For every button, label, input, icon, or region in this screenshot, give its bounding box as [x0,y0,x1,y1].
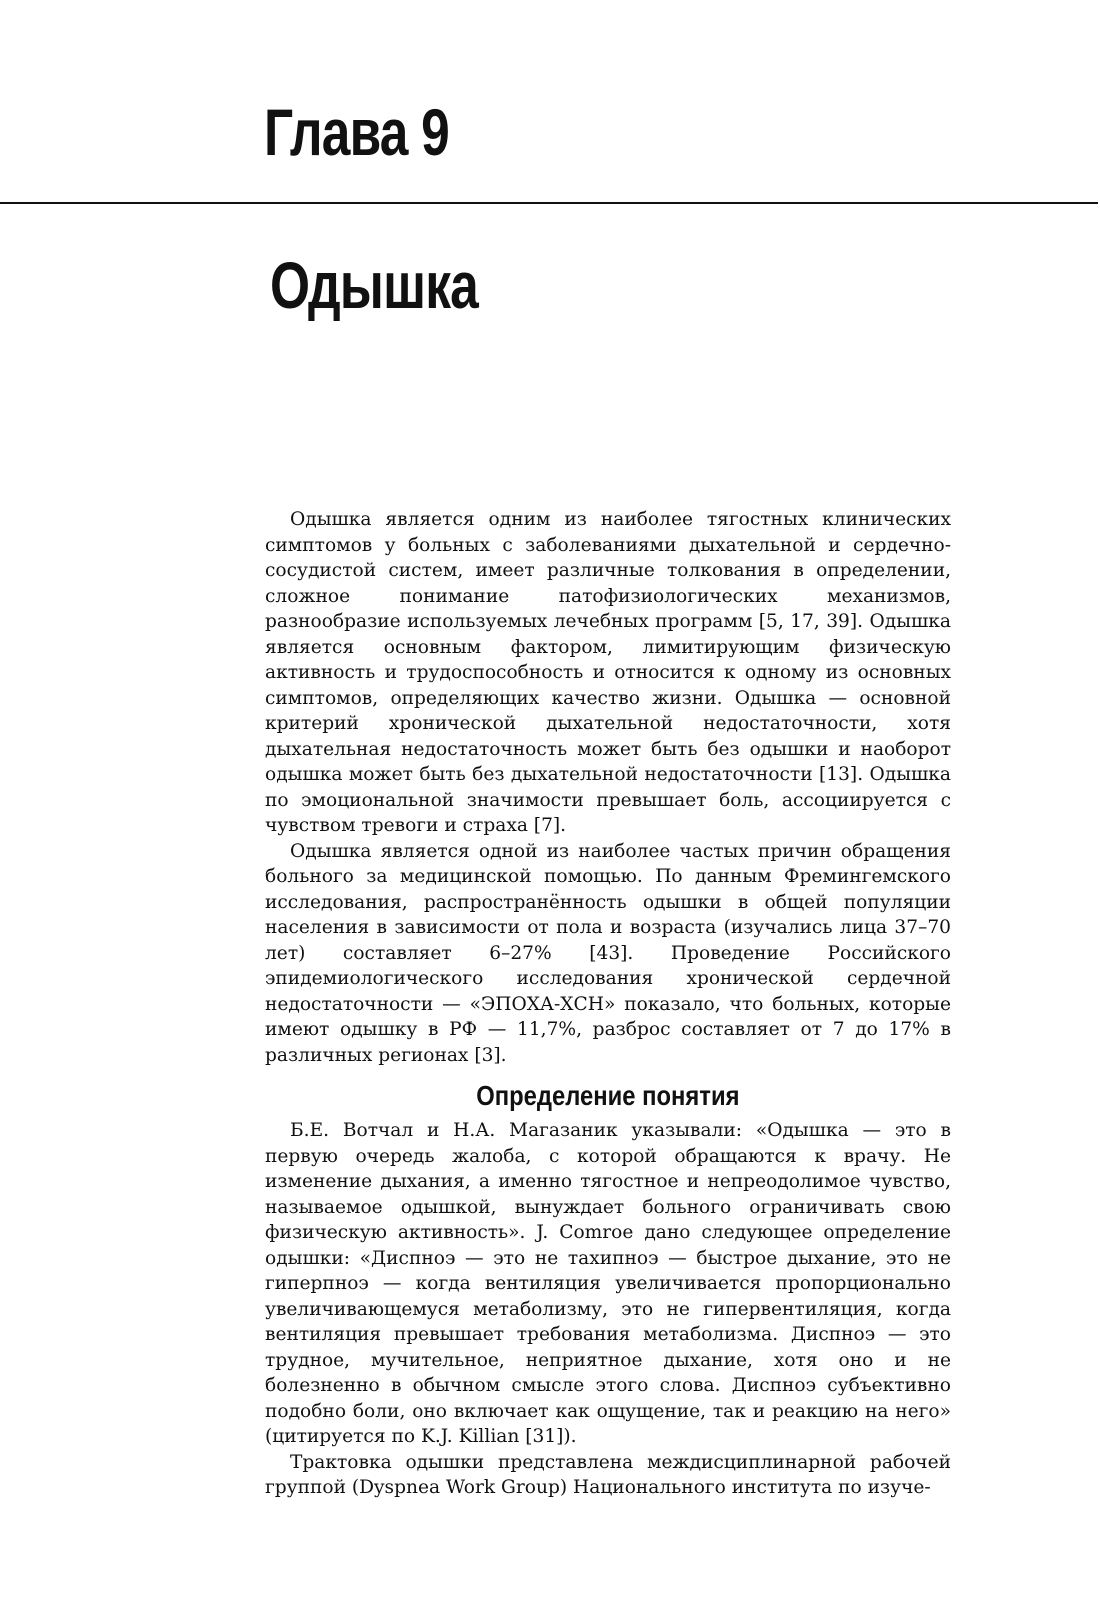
section-heading-text: Определение понятия [476,1080,740,1111]
section-paragraph-1: Б.Е. Вотчал и Н.А. Магазаник указывали: «Одышка — это в первую очередь жалоба, с которой обращаются к врачу. Не изменение дыхания, а именно тягостное и непреодолимое чувство, называемое одышкой, вынуждает больного ограничивать свою физическую активность». J. Comroe дано следующее определение одышки: «Диспноэ — это не тахипноэ — быстрое дыхание, это не гиперпноэ — когда вентиляция увеличивается пропорционально увеличивающемуся метаболизму, это не гипервентиляция, когда вентиляция превышает требования метаболизма. Диспноэ — это трудное, мучительное, неприятное дыхание, хотя оно и не болезненно в обычном смысле этого слова. Диспноэ субъективно подобно боли, оно включает как ощущение, так и реакцию на него» (цитируется по K.J. Killian [31]). [265,1120,951,1447]
section-paragraph-2: Трактовка одышки представлена междисциплинарной рабочей группой (Dyspnea Work Group) Национального института по изуче- [265,1451,951,1498]
chapter-label: Глава 9 [264,95,450,169]
section-heading [265,1078,951,1114]
intro-paragraph-2: Одышка является одной из наиболее частых причин обращения больного за медицинской помощью. По данным Фремингемского исследования, распространённость одышки в общей популяции населения в зависимости от пола и возраста (изучались лица 37–70 лет) составляет 6–27% [43]. Проведение Российского эпидемиологического исследования хронической сердечной недостаточности — «ЭПОХА-ХСН» показало, что больных, которые имеют одышку в РФ — 11,7%, разброс составляет от 7 до 17% в различных регионах [3]. [265,840,951,1066]
text-column [265,507,951,1501]
chapter-title: Одышка [270,248,479,322]
chapter-divider [0,202,1098,204]
intro-paragraph-1: Одышка является одним из наиболее тягостных клинических симптомов у больных с заболеваниями дыхательной и сердечно-сосудистой систем, имеет различные толкования в определении, сложное понимание патофизиологических механизмов, разнообразие используемых лечебных программ [5, 17, 39]. Одышка является основным фактором, лимитирующим физическую активность и трудоспособность и относится к одному из основных симптомов, определяющих качество жизни. Одышка — основной критерий хронической дыхательной недостаточности, хотя дыхательная недостаточность может быть без одышки и наоборот одышка может быть без дыхательной недостаточности [13]. Одышка по эмоциональной значимости превышает боль, ассоциируется с чувством тревоги и страха [7]. [265,509,951,836]
